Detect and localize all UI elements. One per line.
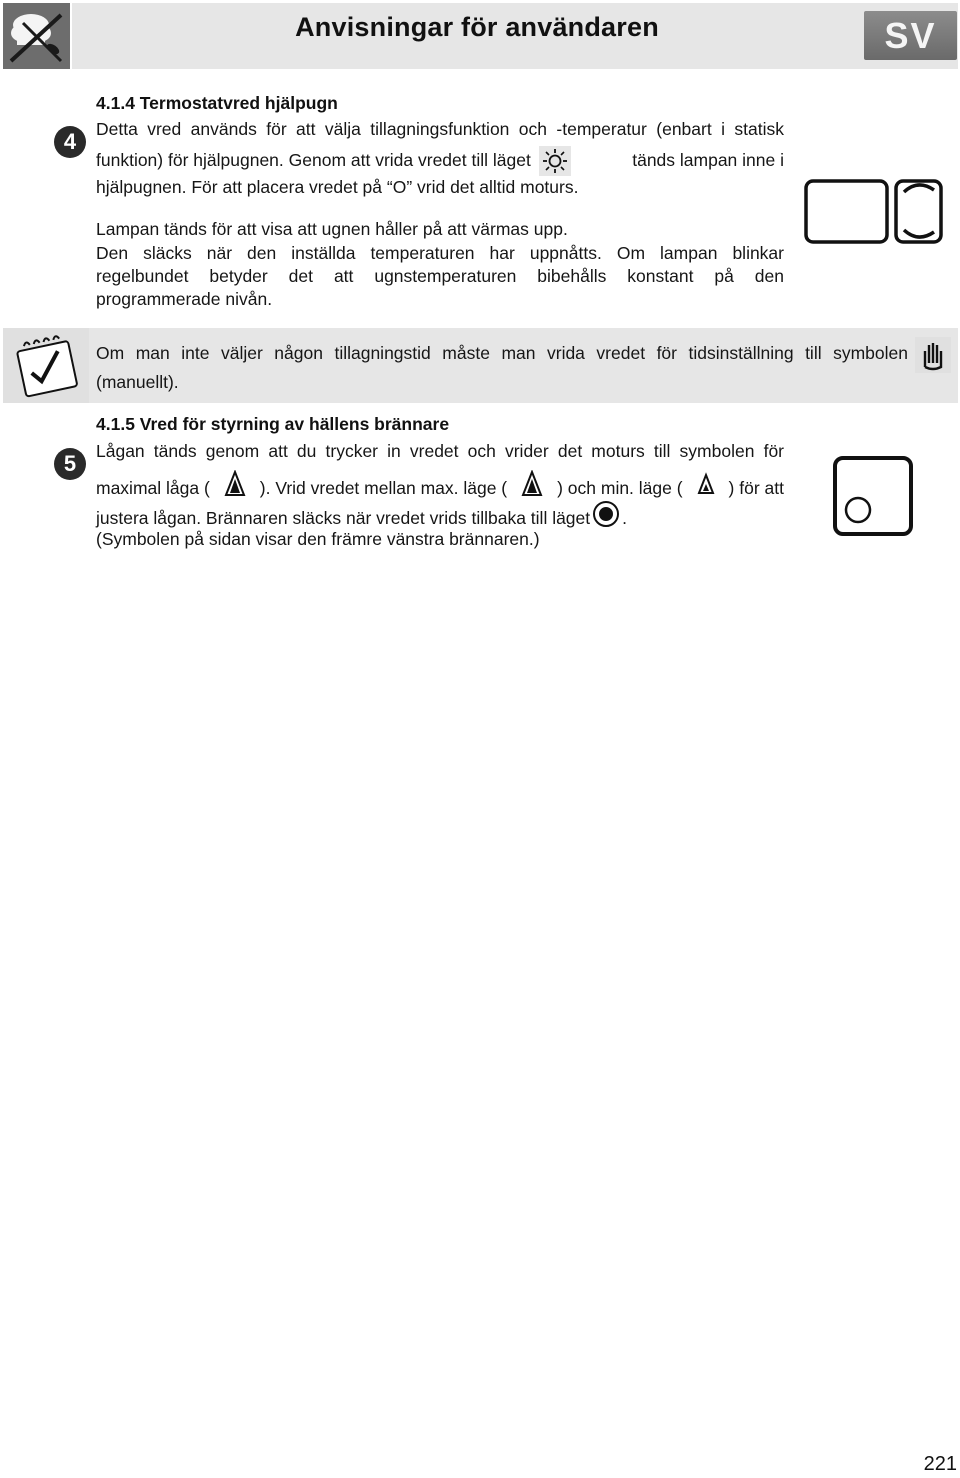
text-fragment: funktion) för hjälpugnen. Genom att vrida vredet till läget	[96, 150, 531, 170]
page-number: 221	[923, 1453, 957, 1475]
hand-icon	[915, 337, 951, 378]
section-heading: 4.1.4 Termostatvred hjälpugn	[96, 93, 338, 113]
chef-hat-utensils-icon	[3, 3, 70, 69]
text-fragment: ) för att	[728, 478, 784, 498]
notepad-check-icon	[3, 328, 89, 403]
note-line: (manuellt).	[96, 372, 179, 392]
section-heading: 4.1.5 Vred för styrning av hällens brännare	[96, 414, 450, 434]
section-number-badge: 4	[54, 126, 86, 158]
hob-burner-symbol-icon	[832, 455, 914, 542]
paragraph-line: Den släcks när den inställda temperaturen har uppnåtts. Om lampan blinkar	[96, 243, 784, 263]
text-fragment: tänds lampan inne i	[632, 150, 784, 170]
note-line: Om man inte väljer någon tillagningstid måste man vrida vredet för tidsinställning till symbolen	[96, 343, 908, 363]
paragraph-line: programmerade nivån.	[96, 289, 273, 309]
paragraph-line: regelbundet betyder det att ugnstemperaturen bibehålls konstant på den	[96, 266, 784, 286]
paragraph-line: Detta vred används för att välja tillagningsfunktion och -temperatur (enbart i statisk	[96, 119, 784, 139]
paragraph-line: hjälpugnen. För att placera vredet på “O” vrid det alltid moturs.	[96, 177, 579, 197]
text-fragment: .	[622, 508, 628, 528]
text-fragment: maximal låga (	[96, 478, 210, 498]
section-number-badge: 5	[54, 448, 86, 480]
logo-box	[3, 3, 70, 69]
oven-control-symbol-icon	[804, 178, 944, 251]
note-icon-box	[3, 328, 89, 403]
text-fragment: justera lågan. Brännaren släcks när vredet vrids tillbaka till läget	[96, 508, 591, 528]
text-fragment: ) och min. läge (	[557, 478, 683, 498]
language-badge: SV	[864, 11, 957, 60]
paragraph-line: Lågan tänds genom att du trycker in vredet och vrider det moturs till symbolen för	[96, 441, 784, 461]
paragraph-line: (Symbolen på sidan visar den främre vänstra brännaren.)	[96, 529, 540, 549]
page-title: Anvisningar för användaren	[295, 12, 659, 42]
paragraph-line: Lampan tänds för att visa att ugnen håller på att värmas upp.	[96, 219, 568, 239]
text-fragment: ). Vrid vredet mellan max. läge (	[259, 478, 508, 498]
